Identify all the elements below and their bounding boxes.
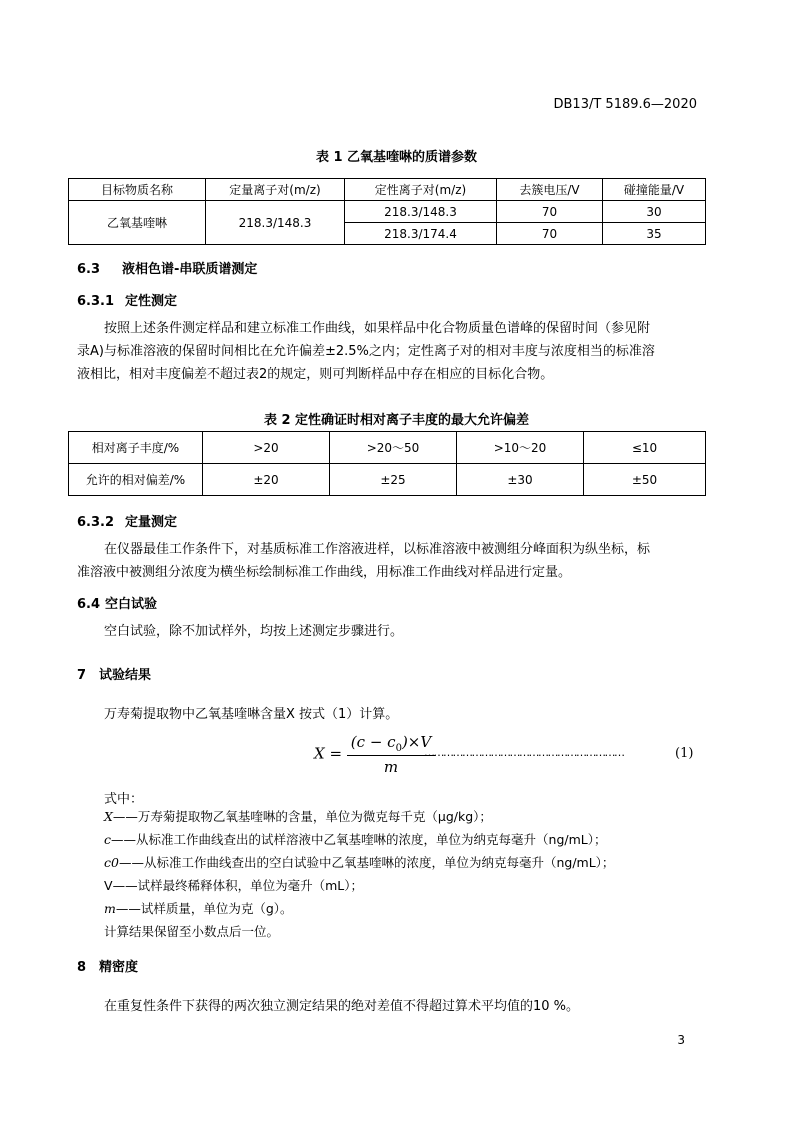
formula-1 xyxy=(314,733,435,776)
table1-energy-cell: 30 xyxy=(603,201,706,223)
definition-symbol: c xyxy=(104,832,112,847)
section-title: 液相色谱-串联质谱测定 xyxy=(122,262,258,277)
definition-row xyxy=(104,805,614,828)
paragraph-line: 录A)与标准溶液的保留时间相比在允许偏差±2.5%之内；定性离子对的相对丰度与浓度相当的标准溶 xyxy=(77,344,655,359)
table-row xyxy=(69,432,706,464)
section-7-heading xyxy=(77,664,151,683)
table2-cell: 相对离子丰度/% xyxy=(69,432,203,464)
table1-header-cell: 定量离子对(m/z) xyxy=(206,179,345,201)
formula-label: (1) xyxy=(675,746,694,761)
definition-row xyxy=(104,851,614,874)
table2-cell: >20 xyxy=(203,432,330,464)
section-6-4-heading xyxy=(77,593,157,612)
table2-cell: >10～20 xyxy=(457,432,584,464)
table2-cell: ±20 xyxy=(203,464,330,496)
definition-text: ——试样最终稀释体积，单位为毫升（mL）； xyxy=(112,878,363,893)
section-number: 6.4 xyxy=(77,597,101,612)
table-row xyxy=(69,464,706,496)
standard-code: DB13/T 5189.6—2020 xyxy=(553,97,697,112)
table1-energy-cell: 35 xyxy=(603,223,706,245)
table1-header-cell: 去簇电压/V xyxy=(497,179,603,201)
section-number: 8 xyxy=(77,960,87,975)
definition-symbol: m xyxy=(104,901,116,916)
definition-text: ——从标准工作曲线查出的空白试验中乙氧基喹啉的浓度，单位为纳克每毫升（ng/mL）； xyxy=(118,855,615,870)
table2-cell: 允许的相对偏差/% xyxy=(69,464,203,496)
table2 xyxy=(68,431,706,496)
definition-symbol: V xyxy=(104,878,113,893)
table1-header-cell: 定性离子对(m/z) xyxy=(345,179,497,201)
definition-symbol: X xyxy=(104,809,113,824)
definition-text: ——从标准工作曲线查出的试样溶液中乙氧基喹啉的浓度，单位为纳克每毫升（ng/mL）； xyxy=(111,832,607,847)
table2-title: 表 2 定性确证时相对离子丰度的最大允许偏差 xyxy=(263,413,530,428)
section-number: 6.3.1 xyxy=(77,294,115,309)
table1-qual-cell: 218.3/174.4 xyxy=(345,223,497,245)
formula-leader-dots: ……………………………………………………… xyxy=(424,746,624,759)
table2-cell: ±50 xyxy=(584,464,706,496)
table1-title: 表 1 乙氧基喹啉的质谱参数 xyxy=(315,150,478,165)
section-number: 7 xyxy=(77,668,87,683)
definition-text: ——试样质量，单位为克（g）。 xyxy=(115,901,293,916)
section-6-3-2-body xyxy=(77,538,717,584)
section-title: 定量测定 xyxy=(125,515,178,530)
section-title: 定性测定 xyxy=(125,294,178,309)
table1-name-cell: 乙氧基喹啉 xyxy=(69,201,206,245)
table2-cell: >20～50 xyxy=(330,432,457,464)
paragraph-line: 液相比，相对丰度偏差不超过表2的规定，则可判断样品中存在相应的目标化合物。 xyxy=(77,367,554,382)
section-8-heading xyxy=(77,956,138,975)
definition-symbol: c0 xyxy=(104,855,119,870)
formula-numerator-text: (c − c xyxy=(350,733,396,751)
table2-cell: ±25 xyxy=(330,464,457,496)
section-6-3-1-heading xyxy=(77,290,177,309)
section-7-intro: 万寿菊提取物中乙氧基喹啉含量X 按式（1）计算。 xyxy=(104,707,399,722)
table1-header-cell: 目标物质名称 xyxy=(69,179,206,201)
table1-voltage-cell: 70 xyxy=(497,201,603,223)
table1-qual-cell: 218.3/148.3 xyxy=(345,201,497,223)
formula-fraction xyxy=(347,733,435,776)
formula-subscript: 0 xyxy=(395,743,402,754)
section-number: 6.3.2 xyxy=(77,515,115,530)
paragraph-line: 按照上述条件测定样品和建立标准工作曲线，如果样品中化合物质量色谱峰的保留时间（参见附 xyxy=(104,321,651,336)
formula-numerator-tail: )×V xyxy=(401,733,432,751)
section-title: 精密度 xyxy=(99,960,139,975)
table-row xyxy=(69,201,706,223)
table2-cell: ±30 xyxy=(457,464,584,496)
page-number: 3 xyxy=(677,1033,685,1047)
formula-numerator xyxy=(347,733,435,756)
variable-definitions xyxy=(104,805,614,943)
section-6-3-2-heading xyxy=(77,511,177,530)
section-title: 空白试验 xyxy=(105,597,158,612)
table2-cell: ≤10 xyxy=(584,432,706,464)
section-6-4-body: 空白试验，除不加试样外，均按上述测定步骤进行。 xyxy=(104,624,404,639)
formula-lhs: X = xyxy=(314,744,343,763)
definition-row xyxy=(104,897,614,920)
table1-quant-cell: 218.3/148.3 xyxy=(206,201,345,245)
section-6-3-heading xyxy=(77,258,257,277)
result-note: 计算结果保留至小数点后一位。 xyxy=(104,924,280,939)
section-title: 试验结果 xyxy=(99,668,152,683)
table1 xyxy=(68,178,706,245)
formula-where: 式中： xyxy=(104,792,144,807)
table1-header-row xyxy=(69,179,706,201)
section-number: 6.3 xyxy=(77,262,101,277)
table1-header-cell: 碰撞能量/V xyxy=(603,179,706,201)
section-8-body: 在重复性条件下获得的两次独立测定结果的绝对差值不得超过算术平均值的10 %。 xyxy=(104,999,580,1014)
paragraph-line: 准溶液中被测组分浓度为横坐标绘制标准工作曲线，用标准工作曲线对样品进行定量。 xyxy=(77,565,572,580)
definition-text: ——万寿菊提取物乙氧基喹啉的含量，单位为微克每千克（μg/kg）； xyxy=(112,809,492,824)
table1-voltage-cell: 70 xyxy=(497,223,603,245)
paragraph-line: 在仪器最佳工作条件下，对基质标准工作溶液进样，以标准溶液中被测组分峰面积为纵坐标，标 xyxy=(104,542,651,557)
definition-row xyxy=(104,828,614,851)
section-6-3-1-body xyxy=(77,317,717,386)
definition-row xyxy=(104,874,614,897)
formula-denominator: m xyxy=(383,758,399,776)
